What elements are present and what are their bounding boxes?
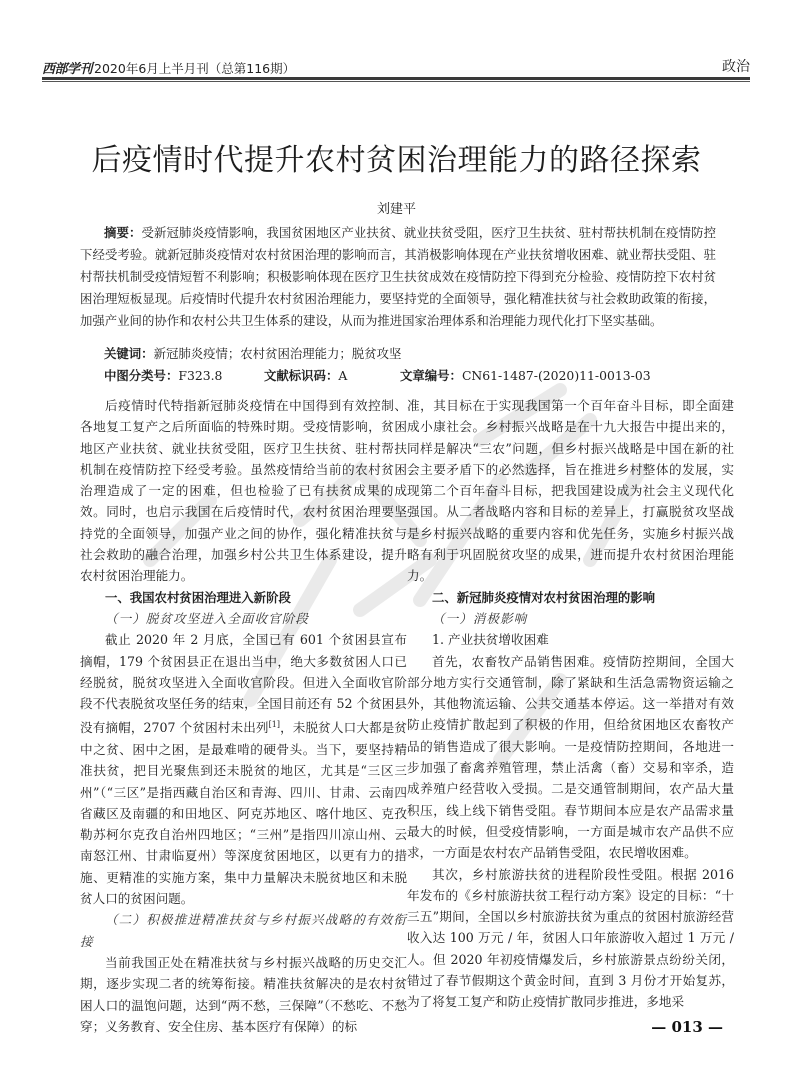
article-number [400, 366, 651, 384]
abstract-text: 受新冠肺炎疫情影响，我国贫困地区产业扶贫、就业扶贫受阻，医疗卫生扶贫、驻村帮扶机制在疫情防控下经受考验。就新冠肺炎疫情对农村贫困治理的影响而言，其消极影响体现在产业扶贫增收困难、就业帮扶受阻、驻村帮扶机制受疫情短暂不利影响；积极影响体现在医疗卫生扶贫成效在疫情防控下得到充分检验、疫情防控下农村贫困治理短板显现。后疫情时代提升农村贫困治理能力，要坚持党的全面领导，强化精准扶贫与社会救助政策的衔接，加强产业间的协作和农村公共卫生体系的建设，从而为推进国家治理体系和治理能力现代化打下坚实基础。 [80, 225, 717, 328]
clc-label: 中图分类号： [104, 368, 179, 383]
abstract [80, 222, 716, 332]
subsection-heading: （二）积极推进精准扶贫与乡村振兴战略的有效衔接 [80, 912, 407, 949]
keywords [104, 344, 401, 362]
intro-paragraph: 后疫情时代特指新冠肺炎疫情在中国得到有效控制、各地复工复产之后所面临的特殊时期。受疫情影响，贫困地区产业扶贫、就业扶贫受阻，医疗卫生扶贫、驻村帮扶机制在疫情防控下经受考验。虽然疫情给当前的农村贫困治理造成了一定的困难，但也检验了已有扶贫成果的成效。同时，也启示我国在后疫情时代，农村贫困治理要坚持党的全面领导，加强产业之间的协作，强化精准扶贫与社会救助的融合治理，加强乡村公共卫生体系建设，提升农村贫困治理能力。 [80, 398, 407, 584]
journal-issue [42, 58, 295, 77]
running-header [42, 52, 750, 76]
journal-logo: 西部学刊 [42, 62, 93, 77]
body-paragraph-continued: 准，其目标在于实现我国第一个百年奋斗目标，即全面建成小康社会。乡村振兴战略是在十九大报告中提出来的，同样是解决“三农”问题，但乡村振兴战略是中国在新的社会主要矛盾下的必然选择，旨在推进乡村整体的发展，实现第二个百年奋斗目标，把我国建设成为社会主义现代化强国。从二者战略内容和目标的差异上，打赢脱贫攻坚战是乡村振兴战略的重要内容和优先任务，实施乡村振兴战略有利于巩固脱贫攻坚的成果，进而提升农村贫困治理能力。 [407, 398, 734, 584]
body-paragraph [80, 629, 407, 909]
doc-code-label: 文献标识码： [264, 368, 339, 383]
keywords-label: 关键词： [104, 346, 154, 361]
abstract-label: 摘要： [104, 225, 142, 240]
body-paragraph: 首先，农畜牧产品销售困难。疫情防控期间，全国大部分地方实行交通管制，除了紧缺和生活急需物资运输之外，其他物流运输、公共交通基本停运。这一举措对有效防止疫情扩散起到了积极的作用，但给贫困地区农畜牧产品的销售造成了很大影响。一是疫情防控期间，各地进一步加强了畜禽养殖管理，禁止活禽（畜）交易和宰杀，造成养殖户经营收入受损。二是交通管制期间，农产品大量积压，线上线下销售受阻。春节期间本应是农产品需求量最大的时候，但受疫情影响，一方面是城市农产品供不应求，一方面是农村农产品销售受阻，农民增收困难。 [407, 653, 734, 861]
header-rule-thin [42, 81, 750, 82]
section-label: 政治 [722, 59, 750, 75]
section-heading: 二、新冠肺炎疫情对农村贫困治理的影响 [432, 589, 656, 605]
article-title: 后疫情时代提升农村贫困治理能力的路径探索 [91, 143, 702, 178]
header-rule [42, 77, 750, 80]
keywords-text: 新冠肺炎疫情；农村贫困治理能力；脱贫攻坚 [153, 346, 402, 361]
section-heading: 一、我国农村贫困治理进入新阶段 [105, 589, 291, 605]
clc-code [104, 366, 222, 384]
body-column-left [80, 395, 407, 1037]
body-paragraph: 当前我国正处在精准扶贫与乡村振兴战略的历史交汇期，逐步实现二者的统筹衔接。精准扶贫解决的是农村贫困人口的温饱问题，达到“两不愁，三保障”（不愁吃、不愁穿；义务教育、安全住房、基本医疗有保障）的标 [80, 954, 407, 1034]
paragraph-text: 截止 2020 年 2 月底，全国已有 601 个贫困县宣布摘帽，179 个贫困县正在退出当中，绝大多数贫困人口已经脱贫，脱贫攻坚进入全面收官阶段。但进入全面收官阶段不代表脱贫攻坚任务的结束，全国目前还有 52 个贫困县没有摘帽，2707 个贫困村未出列 [80, 632, 407, 736]
clc-value: F323.8 [178, 368, 223, 383]
doc-code [264, 366, 347, 384]
article-number-value: CN61-1487-(2020)11-0013-03 [461, 368, 651, 383]
paragraph-text: ，未脱贫人口大都是贫中之贫、困中之困，是最难啃的硬骨头。当下，要坚持精准扶贫，把目光聚焦到还未脱贫的地区，尤其是“三区三州”（“三区”是指西藏自治区和青海、四川、甘肃、云南四省藏区及南疆的和田地区、阿克苏地区、喀什地区、克孜勒苏柯尔克孜自治州四地区；“三州”是指四川凉山州、云南怒江州、甘肃临夏州）等深度贫困地区，以更有力的措施、更精准的实施方案，集中力量解决未脱贫地区和未脱贫人口的贫困问题。 [80, 720, 407, 907]
article-number-label: 文章编号： [400, 368, 462, 383]
citation-ref[interactable]: [1] [268, 720, 280, 730]
doc-code-value: A [338, 368, 348, 383]
body-paragraph: 其次，乡村旅游扶贫的进程阶段性受阻。根据 2016 年发布的《乡村旅游扶贫工程行动方案》设定的目标：“十三五”期间，全国以乡村旅游扶贫为重点的贫困村旅游经营收入达 100 万元 / 年，贫困人口年旅游收入超过 1 万元 / 人。但 2020 年初疫情爆发后，乡村旅游景点纷纷关闭，错过了春节假期这个黄金时间，直到 3 月份才开始复苏，为了将复工复产和防止疫情扩散同步推进，多地采 [407, 866, 734, 1010]
item-heading: 1. 产业扶贫增收困难 [432, 632, 549, 648]
subsection-heading: （一）消极影响 [432, 610, 528, 626]
body-column-right [407, 395, 734, 1013]
page-number: — 013 — [651, 1018, 723, 1036]
article-author: 刘建平 [376, 202, 416, 217]
subsection-heading: （一）脱贫攻坚进入全面收官阶段 [105, 610, 309, 626]
issue-info: 2020年6月上半月刊（总第116期） [94, 61, 296, 76]
